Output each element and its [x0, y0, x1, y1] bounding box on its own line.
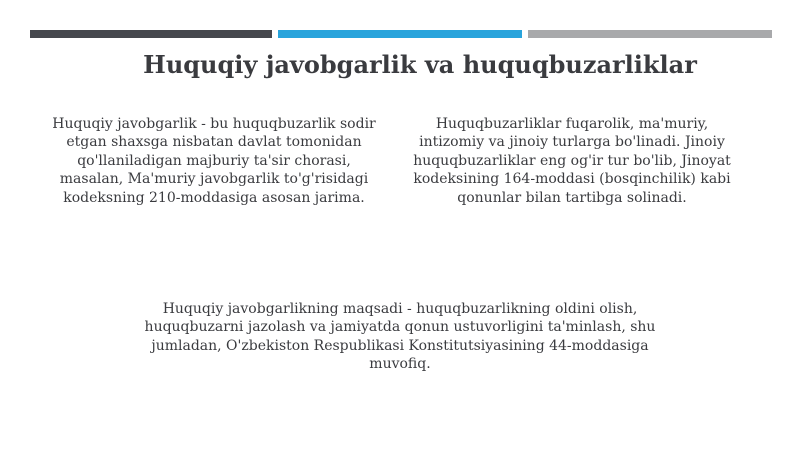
- top-bar-dark: [30, 30, 272, 38]
- slide-title: Huquqiy javobgarlik va huquqbuzarliklar: [143, 50, 697, 79]
- top-bar-blue: [278, 30, 522, 38]
- decorative-top-bars: [30, 30, 772, 38]
- right-text-block: Huquqbuzarliklar fuqarolik, ma'muriy, intizomiy va jinoiy turlarga bo'linadi. Jinoiy huquqbuzarliklar eng og'ir tur bo'lib, Jinoyat kodeksining 164-moddasi (bosqinchilik) kabi qonunlar bilan tartibga solinadi.: [413, 116, 731, 206]
- left-text-block: Huquqiy javobgarlik - bu huquqbuzarlik sodir etgan shaxsga nisbatan davlat tomonidan qo'llaniladigan majburiy ta'sir chorasi, masalan, Ma'muriy javobgarlik to'g'risidagi kodeksning 210-moddasiga asosan jarima.: [52, 116, 376, 206]
- bottom-text-block: Huquqiy javobgarlikning maqsadi - huquqbuzarlikning oldini olish, huquqbuzarni jazolash va jamiyatda qonun ustuvorligini ta'minlash, shu jumladan, O'zbekiston Respublikasi Konstitutsiyasining 44-moddasiga muvofiq.: [144, 301, 656, 373]
- top-bar-gray: [528, 30, 772, 38]
